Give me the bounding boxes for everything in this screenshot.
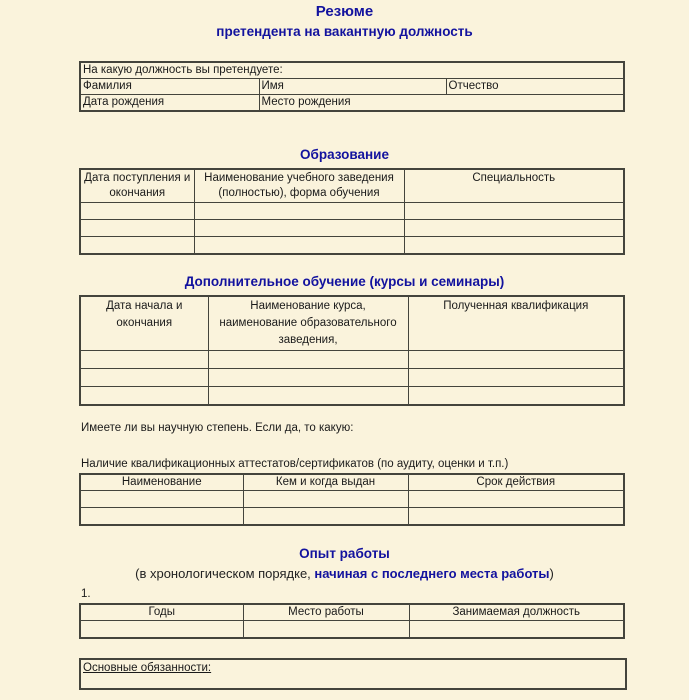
education-empty-cell[interactable] — [194, 203, 404, 220]
work-col-years: Годы — [80, 604, 243, 621]
education-col-speciality: Специальность — [404, 169, 624, 203]
cert-empty-cell[interactable] — [408, 491, 624, 508]
cert-col-validity: Срок действия — [408, 474, 624, 491]
experience-item-number: 1. — [81, 588, 91, 600]
duties-box[interactable] — [79, 658, 627, 690]
additional-training-table — [79, 295, 625, 406]
certificates-intro: Наличие квалификационных аттестатов/сертификатов (по аудиту, оценки и т.п.) — [81, 458, 509, 470]
name-field[interactable]: Имя — [259, 79, 446, 95]
birth-date-field[interactable]: Дата рождения — [80, 95, 259, 112]
cert-empty-cell[interactable] — [243, 508, 408, 526]
cert-col-name: Наименование — [80, 474, 243, 491]
cert-empty-cell[interactable] — [80, 491, 243, 508]
training-empty-cell[interactable] — [208, 351, 408, 369]
training-empty-cell[interactable] — [408, 351, 624, 369]
cert-col-issuer: Кем и когда выдан — [243, 474, 408, 491]
training-empty-cell[interactable] — [80, 351, 208, 369]
work-col-position: Занимаемая должность — [409, 604, 624, 621]
education-heading: Образование — [300, 147, 389, 162]
surname-field[interactable]: Фамилия — [80, 79, 259, 95]
training-empty-cell[interactable] — [408, 369, 624, 387]
desired-position-field[interactable]: На какую должность вы претендуете: — [80, 62, 624, 79]
form-subtitle: претендента на вакантную должность — [216, 24, 473, 39]
personal-data-table — [79, 61, 625, 112]
education-empty-cell[interactable] — [404, 203, 624, 220]
work-empty-cell[interactable] — [80, 621, 243, 639]
form-title: Резюме — [315, 3, 374, 20]
work-empty-cell[interactable] — [409, 621, 624, 639]
training-empty-cell[interactable] — [80, 387, 208, 406]
birth-place-field[interactable]: Место рождения — [259, 95, 624, 112]
education-empty-cell[interactable] — [80, 237, 194, 255]
experience-subtitle — [0, 566, 689, 582]
education-empty-cell[interactable] — [404, 220, 624, 237]
work-col-place: Место работы — [243, 604, 409, 621]
patronymic-field[interactable]: Отчество — [446, 79, 624, 95]
experience-table — [79, 603, 625, 639]
experience-heading: Опыт работы — [299, 546, 390, 561]
training-empty-cell[interactable] — [408, 387, 624, 406]
education-empty-cell[interactable] — [194, 237, 404, 255]
certificates-table — [79, 473, 625, 526]
experience-subtitle-emphasis: начиная с последнего места работы — [314, 566, 550, 581]
training-empty-cell[interactable] — [80, 369, 208, 387]
work-empty-cell[interactable] — [243, 621, 409, 639]
science-degree-question: Имеете ли вы научную степень. Если да, то какую: — [81, 422, 354, 434]
training-empty-cell[interactable] — [208, 369, 408, 387]
cert-empty-cell[interactable] — [408, 508, 624, 526]
experience-subtitle-suffix: ) — [549, 566, 554, 581]
duties-label: Основные обязанности: — [83, 662, 212, 674]
cert-empty-cell[interactable] — [80, 508, 243, 526]
experience-subtitle-prefix: (в хронологическом порядке, — [135, 566, 315, 581]
additional-training-heading: Дополнительное обучение (курсы и семинары) — [184, 274, 505, 289]
education-empty-cell[interactable] — [80, 203, 194, 220]
training-col-course: Наименование курса, наименование образовательного заведения, — [208, 296, 408, 351]
education-table — [79, 168, 625, 255]
training-col-dates: Дата начала и окончания — [80, 296, 208, 351]
training-empty-cell[interactable] — [208, 387, 408, 406]
education-empty-cell[interactable] — [194, 220, 404, 237]
cert-empty-cell[interactable] — [243, 491, 408, 508]
education-col-institution: Наименование учебного заведения (полностью), форма обучения — [194, 169, 404, 203]
education-col-dates: Дата поступления и окончания — [80, 169, 194, 203]
training-col-qualification: Полученная квалификация — [408, 296, 624, 351]
education-empty-cell[interactable] — [80, 220, 194, 237]
education-empty-cell[interactable] — [404, 237, 624, 255]
